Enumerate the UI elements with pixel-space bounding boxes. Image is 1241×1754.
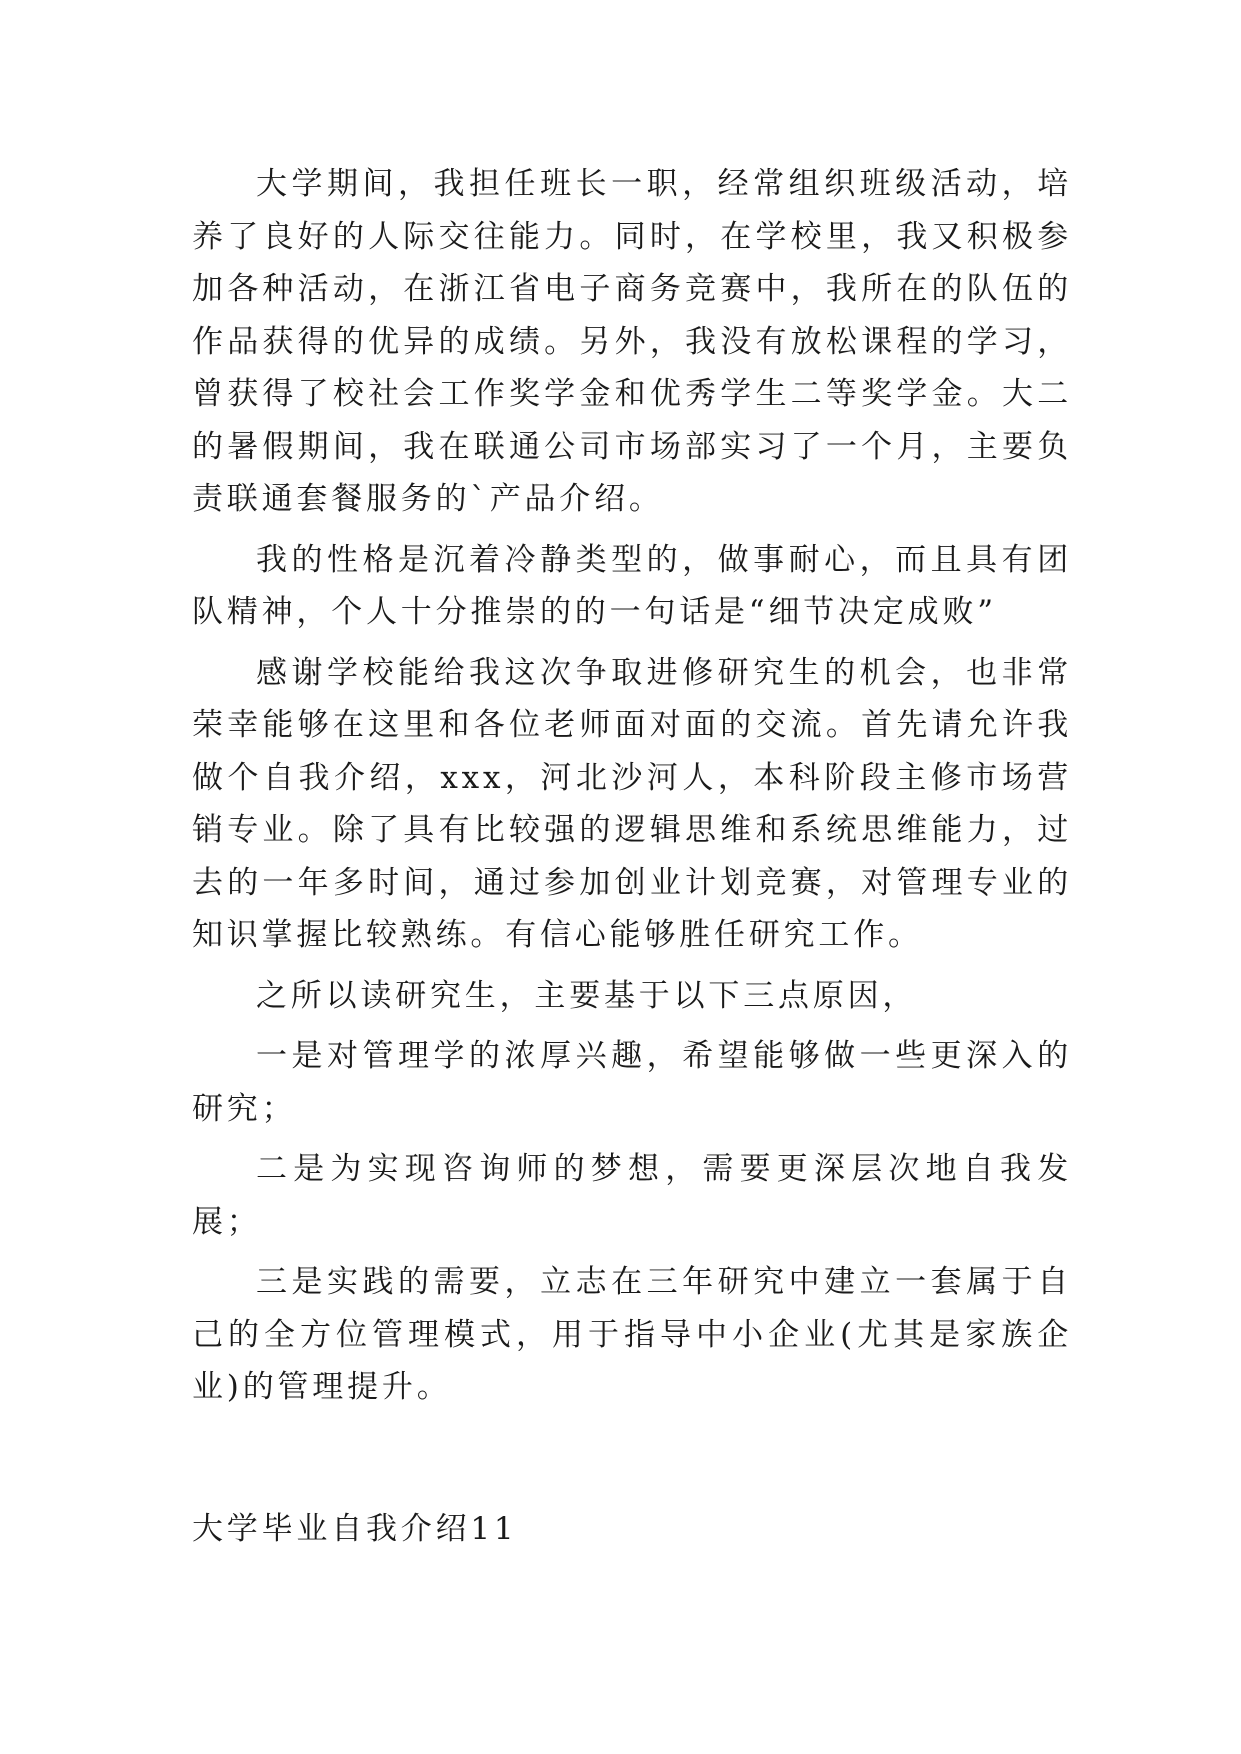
document-body xyxy=(192,158,1072,1414)
paragraph-reasons-intro: 之所以读研究生，主要基于以下三点原因， xyxy=(256,977,918,1014)
paragraph-reason-three: 三是实践的需要，立志在三年研究中建立一套属于自己的全方位管理模式，用于指导中小企业(尤其是家族企业)的管理提升。 xyxy=(192,1264,1072,1405)
paragraph-reason-one: 一是对管理学的浓厚兴趣，希望能够做一些更深入的研究； xyxy=(192,1038,1072,1127)
paragraph-university-activities: 大学期间，我担任班长一职，经常组织班级活动，培养了良好的人际交往能力。同时，在学校里，我又积极参加各种活动，在浙江省电子商务竞赛中，我所在的队伍的作品获得的优异的成绩。另外，我没有放松课程的学习，曾获得了校社会工作奖学金和优秀学生二等奖学金。大二的暑假期间，我在联通公司市场部实习了一个月，主要负责联通套餐服务的`产品介绍。 xyxy=(192,166,1072,517)
paragraph-reason-two: 二是为实现咨询师的梦想，需要更深层次地自我发展； xyxy=(192,1151,1072,1240)
section-heading: 大学毕业自我介绍11 xyxy=(192,1511,518,1547)
paragraph-personality: 我的性格是沉着冷静类型的，做事耐心，而且具有团队精神，个人十分推崇的的一句话是“细节决定成败” xyxy=(192,541,1072,630)
paragraph-self-introduction: 感谢学校能给我这次争取进修研究生的机会，也非常荣幸能够在这里和各位老师面对面的交流。首先请允许我做个自我介绍，xxx，河北沙河人，本科阶段主修市场营销专业。除了具有比较强的逻辑思维和系统思维能力，过去的一年多时间，通过参加创业计划竞赛，对管理专业的知识掌握比较熟练。有信心能够胜任研究工作。 xyxy=(192,654,1072,953)
